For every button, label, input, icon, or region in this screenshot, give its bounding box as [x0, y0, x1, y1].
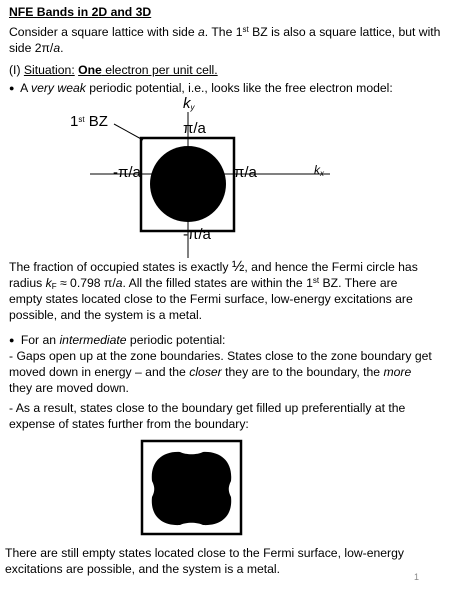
- bz-label: 1st BZ: [70, 113, 108, 130]
- right-boundary-label: π/a: [234, 164, 257, 181]
- result-paragraph: - As a result, states close to the boundary get filled up preferentially at the expense of states further from the boundary:: [9, 401, 406, 431]
- ky-label: $k_y$: [183, 95, 195, 112]
- conclusion-paragraph: There are still empty states located close to the Fermi surface, low-energy excitations are possible, and the system is a metal.: [5, 546, 404, 576]
- bottom-boundary-label: -π/a: [183, 226, 211, 243]
- top-boundary-label: π/a: [183, 120, 206, 137]
- weak-potential-bullet: ● A very weak periodic potential, i.e., looks like the free electron model:: [9, 80, 393, 97]
- situation-heading: (I) Situation: One electron per unit cell.: [9, 63, 218, 77]
- distorted-fermi-surface: [152, 452, 231, 525]
- gap-paragraph: - Gaps open up at the zone boundaries. States close to the zone boundary get moved down in energy – and the closer they are to the boundary, the more they are moved down.: [9, 349, 432, 395]
- intermediate-potential-bullet: ● For an intermediate periodic potential:: [9, 332, 225, 349]
- fermi-circle-paragraph: The fraction of occupied states is exactly ½, and hence the Fermi circle has radius $k_F \approx 0.798$ π/a. All the filled states are within the 1st BZ. There are empty states located close to the Fermi surface, low-energy excitations are possible, and the system is a metal.: [9, 258, 418, 322]
- intro-paragraph: Consider a square lattice with side a. The 1st BZ is also a square lattice, but with side 2π/a.: [9, 25, 441, 55]
- page-number: 1: [414, 572, 420, 582]
- page-title: NFE Bands in 2D and 3D: [9, 5, 152, 19]
- left-boundary-label: -π/a: [113, 164, 141, 181]
- kx-label: $k_x$: [314, 163, 324, 178]
